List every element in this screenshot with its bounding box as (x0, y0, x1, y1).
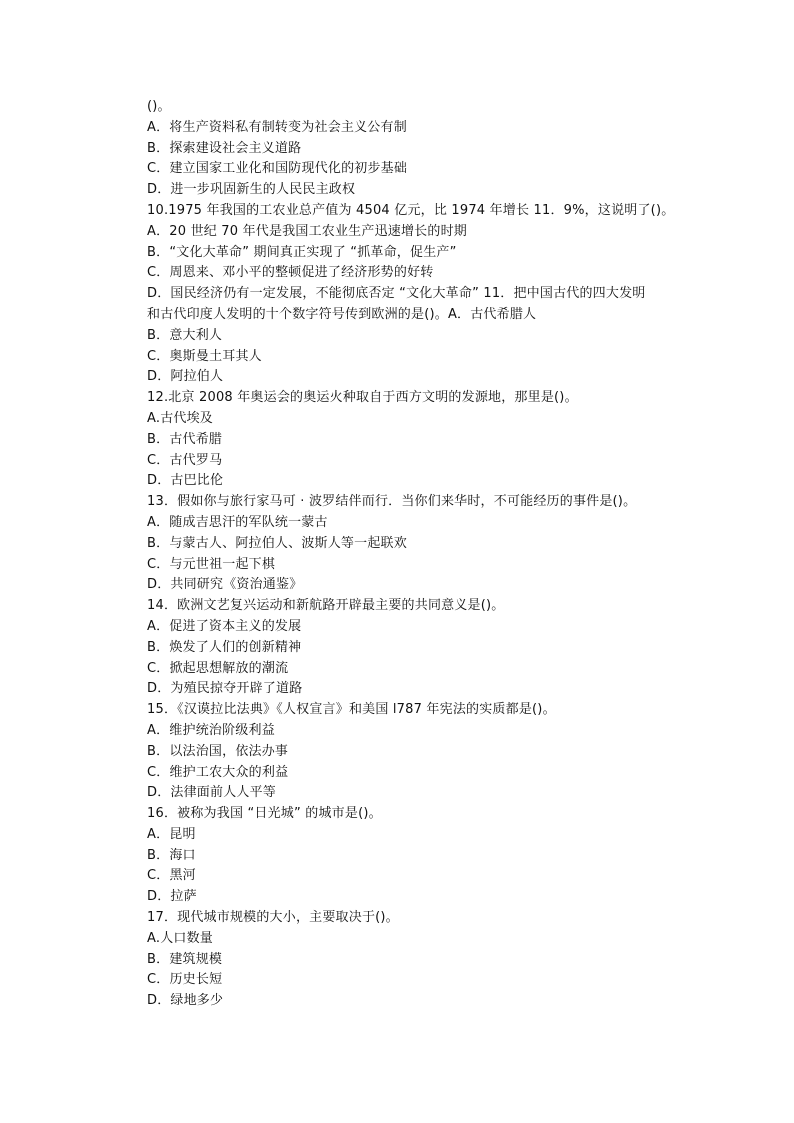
text-line: B．古代希腊 (147, 431, 223, 447)
text-line: B．焕发了人们的创新精神 (147, 639, 302, 655)
text-line: C．维护工农大众的利益 (147, 764, 289, 780)
document-body (147, 97, 687, 1012)
text-line: 12.北京 2008 年奥运会的奥运火种取自于西方文明的发源地，那里是()。 (147, 390, 578, 406)
text-line: B．建筑规模 (147, 951, 223, 967)
text-line: D．进一步巩固新生的人民民主政权 (147, 182, 356, 198)
text-line: B．“文化大革命” 期间真正实现了 “抓革命，促生产” (147, 244, 457, 260)
text-line: D．法律面前人人平等 (147, 785, 277, 801)
text-line: B．海口 (147, 847, 196, 863)
text-line: B．意大利人 (147, 327, 223, 343)
text-line: B．探索建设社会主义道路 (147, 140, 302, 156)
text-line: A．维护统治阶级利益 (147, 722, 275, 738)
text-line: D．阿拉伯人 (147, 369, 224, 385)
text-line: A．将生产资料私有制转变为社会主义公有制 (147, 119, 407, 135)
text-line: D．绿地多少 (147, 993, 224, 1009)
text-line: 和古代印度人发明的十个数字符号传到欧洲的是()。A．古代希腊人 (147, 306, 537, 322)
text-line: C．历史长短 (147, 972, 223, 988)
text-line: C．建立国家工业化和国防现代化的初步基础 (147, 161, 408, 177)
text-line: A．20 世纪 70 年代是我国工农业生产迅速增长的时期 (147, 223, 467, 239)
text-line: C．掀起思想解放的潮流 (147, 660, 289, 676)
text-line: 13．假如你与旅行家马可 · 波罗结伴而行．当你们来华时，不可能经历的事件是()。 (147, 494, 637, 510)
text-line: 10.1975 年我国的工农业总产值为 4504 亿元，比 1974 年增长 11．9%，这说明了()。 (147, 202, 675, 218)
text-line: B．以法治国，依法办事 (147, 743, 289, 759)
text-line: D．古巴比伦 (147, 473, 224, 489)
text-line: C．与元世祖一起下棋 (147, 556, 276, 572)
text-line: 17．现代城市规模的大小，主要取决于()。 (147, 910, 399, 926)
text-line: C．奥斯曼土耳其人 (147, 348, 262, 364)
text-line: D．拉萨 (147, 889, 197, 905)
text-line: 14．欧洲文艺复兴运动和新航路开辟最主要的共同意义是()。 (147, 598, 505, 614)
text-line: D．为殖民掠夺开辟了道路 (147, 681, 303, 697)
text-line: A．促进了资本主义的发展 (147, 618, 302, 634)
text-line: D．共同研究《资治通鉴》 (147, 577, 303, 593)
text-line: 15．《汉谟拉比法典》《人权宣言》和美国 l787 年宪法的实质都是()。 (147, 702, 556, 718)
text-line: B．与蒙古人、阿拉伯人、波斯人等一起联欢 (147, 535, 407, 551)
text-line: 16．被称为我国 “日光城” 的城市是()。 (147, 806, 382, 822)
text-line: A．随成吉思汗的军队统一蒙古 (147, 514, 328, 530)
text-line: C．黑河 (147, 868, 196, 884)
text-line: A.古代埃及 (147, 410, 213, 426)
text-line: A．昆明 (147, 826, 196, 842)
text-line: C．周恩来、邓小平的整顿促进了经济形势的好转 (147, 265, 434, 281)
text-line: D．国民经济仍有一定发展，不能彻底否定 “文化大革命” 11．把中国古代的四大发明 (147, 286, 646, 302)
text-line: ()。 (147, 99, 171, 114)
text-line: C．古代罗马 (147, 452, 223, 468)
text-line: A.人口数量 (147, 930, 213, 946)
